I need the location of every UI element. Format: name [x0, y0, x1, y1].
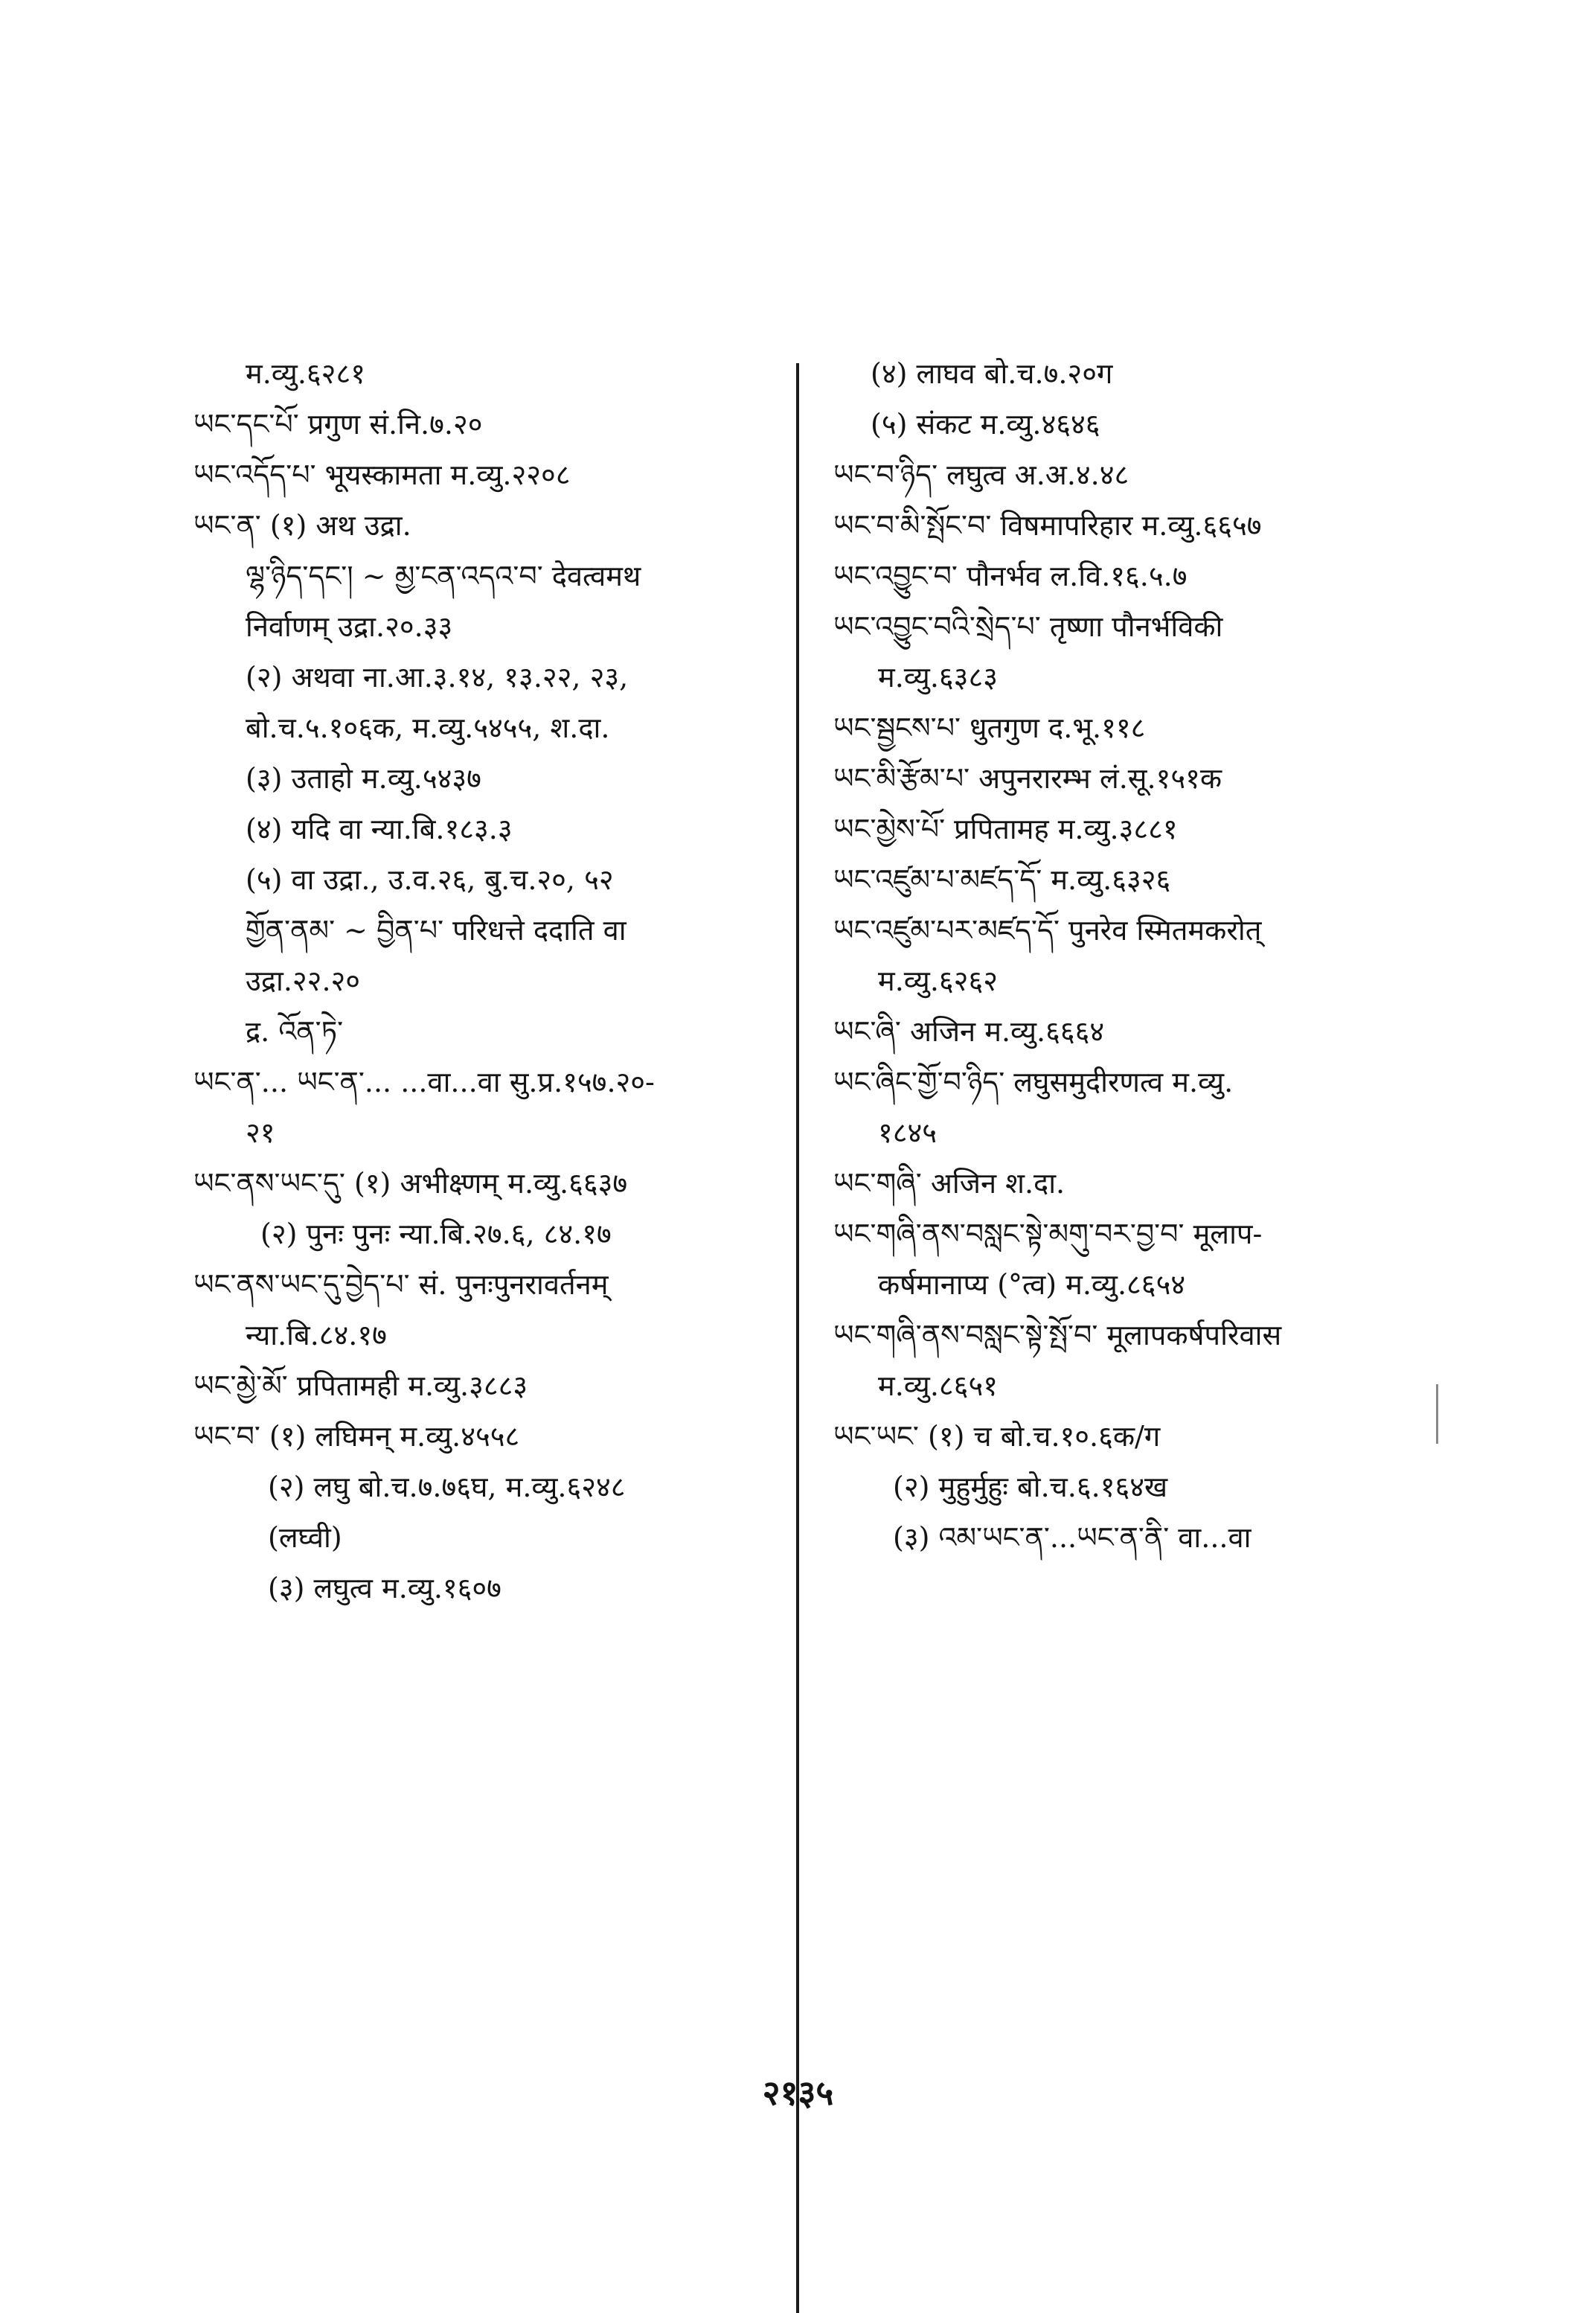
dictionary-line: གྱོན་ནམ་ ~ བྱིན་པ་ परिधत्ते ददाति वा: [246, 914, 626, 947]
dictionary-line: ཡང་ཡང་ (१) च बो.च.१०.६क/ग: [833, 1420, 1161, 1453]
dictionary-line: उद्रा.२२.२०: [246, 964, 361, 997]
dictionary-line: ཡང་མི་རྩོམ་པ་ अपुनरारम्भ लं.सू.१५१क: [833, 762, 1222, 795]
dictionary-line: (३) लघुत्व म.व्यु.१६०७: [268, 1572, 501, 1605]
dictionary-line: ཡང་བ་ (१) लघिमन् म.व्यु.४५५८: [193, 1420, 520, 1453]
dictionary-line: द्र. འོན་ཏེ་: [246, 1015, 344, 1048]
dictionary-line: (२) लघु बो.च.७.७६घ, म.व्यु.६२४८: [268, 1471, 626, 1503]
dictionary-line: म.व्यु.६२६२: [878, 964, 998, 997]
dictionary-line: ཡང་ཞིང་གྱོ་བ་ཉིད་ लघुसमुदीरणत्व म.व्यु.: [833, 1066, 1234, 1098]
dictionary-line: निर्वाणम् उद्रा.२०.३३: [246, 610, 453, 643]
dictionary-line: न्या.बि.८४.१७: [246, 1319, 387, 1351]
dictionary-line: ཡང་མྱེ་མོ་ प्रपितामही म.व्यु.३८८३: [193, 1369, 528, 1402]
dictionary-line: ཡང་མྱེས་པོ་ प्रपितामह म.व्यु.३८८१: [833, 813, 1178, 845]
dictionary-line: (५) संकट म.व्यु.४६४६: [871, 408, 1100, 441]
left-column: [193, 357, 789, 1622]
dictionary-line: (२) पुनः पुनः न्या.बि.२७.६, ८४.१७: [260, 1218, 612, 1250]
dictionary-line: ཡང་ནས་ཡང་དུ་བྱེད་པ་ सं. पुनःपुनरावर्तनम्: [193, 1268, 609, 1301]
dictionary-line: ལྷ་ཉིད་དང་། ~ མྱ་ངན་འདའ་བ་ देवत्वमथ: [246, 560, 641, 592]
dictionary-line: ཡང་འདོད་པ་ भूयस्कामता म.व्यु.२२०८: [193, 458, 571, 491]
dictionary-line: ཡང་སྦྱངས་པ་ धुतगुण द.भू.११८: [833, 711, 1146, 744]
dictionary-line: (४) यदि वा न्या.बि.१८३.३: [246, 813, 513, 845]
dictionary-line: ཡང་བ་ཉིད་ लघुत्व अ.अ.४.४८: [833, 458, 1129, 491]
dictionary-line: म.व्यु.६२८१: [246, 357, 365, 390]
dictionary-line: ཡང་འབྱུང་བ་ पौनर्भव ल.वि.१६.५.७: [833, 560, 1188, 592]
dictionary-line: ཡང་ཞི་ अजिन म.व्यु.६६६४: [833, 1015, 1105, 1048]
dictionary-line: (३) འམ་ཡང་ན་...ཡང་ན་ནི་ वा...वा: [893, 1521, 1252, 1554]
dictionary-line: ཡང་འབྱུང་བའི་སྲེད་པ་ तृष्णा पौनर्भविकी: [833, 610, 1223, 643]
dictionary-line: (४) लाघव बो.च.७.२०ग: [871, 357, 1113, 390]
dictionary-line: (लघ्वी): [268, 1521, 342, 1554]
dictionary-line: ཡང་ན་... ཡང་ན་... ...वा...वा सु.प्र.१५७.२०-: [193, 1066, 655, 1098]
page-number: २१३५: [762, 2073, 834, 2113]
dictionary-line: ཡང་བ་མི་སྤོང་བ་ विषमापरिहार म.व्यु.६६५७: [833, 509, 1262, 542]
dictionary-line: ཡང་ནས་ཡང་དུ་ (१) अभीक्ष्णम् म.व्यु.६६३७: [193, 1167, 628, 1200]
dictionary-line: बो.च.५.१०६क, म.व्यु.५४५५, श.दा.: [246, 711, 610, 744]
scan-edge-mark: [1436, 1384, 1438, 1444]
dictionary-line: (३) उताहो म.व्यु.५४३७: [246, 762, 481, 795]
dictionary-line: (२) मुहुर्मुहुः बो.च.६.१६४ख: [893, 1471, 1168, 1503]
dictionary-line: म.व्यु.८६५१: [878, 1369, 998, 1402]
dictionary-line: ཡང་གཞི་ अजिन श.दा.: [833, 1167, 1065, 1200]
dictionary-line: ཡང་དང་པོ་ प्रगुण सं.नि.७.२०: [193, 408, 483, 441]
dictionary-line: १८४५: [878, 1116, 938, 1149]
dictionary-line: (५) वा उद्रा., उ.व.२६, बु.च.२०, ५२: [246, 863, 614, 896]
dictionary-line: ཡང་འཛུམ་པ་མཛད་དོ་ म.व्यु.६३२६: [833, 863, 1171, 896]
dictionary-line: ཡང་གཞི་ནས་བསླང་སྟེ་མགུ་བར་བྱ་བ་ मूलाप-: [833, 1218, 1263, 1250]
dictionary-line: २१: [246, 1116, 275, 1149]
dictionary-line: म.व्यु.६३८३: [878, 661, 998, 694]
dictionary-line: ཡང་གཞི་ནས་བསླང་སྟེ་སྤོ་བ་ मूलापकर्षपरिवास: [833, 1319, 1282, 1351]
dictionary-line: ཡང་ན་ (१) अथ उद्रा.: [193, 509, 411, 542]
column-divider: [796, 363, 799, 2313]
dictionary-line: (२) अथवा ना.आ.३.१४, १३.२२, २३,: [246, 661, 629, 694]
right-column: [833, 357, 1458, 1572]
dictionary-line: ཡང་འཛུམ་པར་མཛད་དོ་ पुनरेव स्मितमकरोत्: [833, 914, 1262, 947]
dictionary-line: कर्षमानाप्य (°त्व) म.व्यु.८६५४: [878, 1268, 1186, 1301]
